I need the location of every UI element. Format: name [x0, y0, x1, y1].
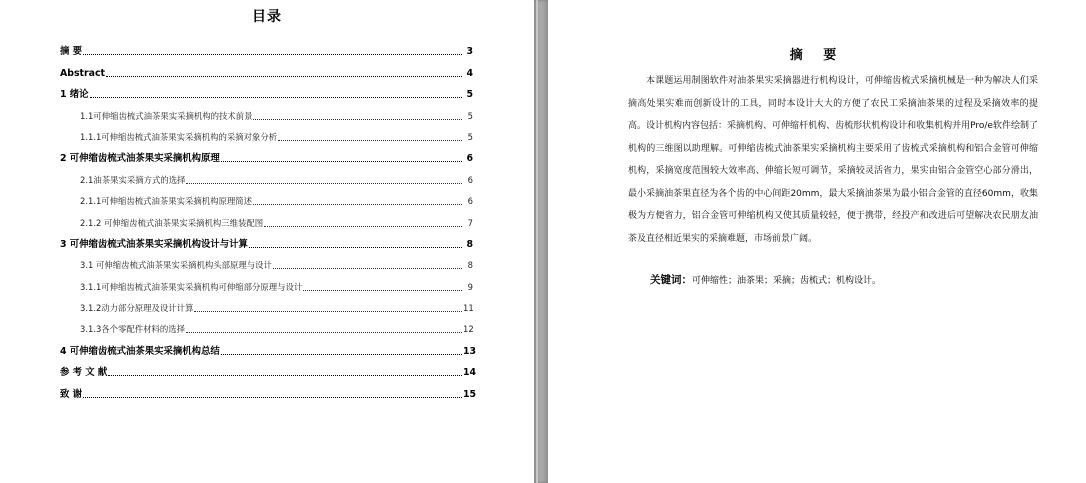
toc-entry[interactable] [60, 357, 477, 379]
toc-leader-dots [186, 331, 462, 333]
toc-entry-page: 5 [466, 89, 473, 101]
toc-leader-dots [253, 203, 462, 205]
toc-entry-page: 14 [463, 367, 477, 379]
toc-entry-page: 8 [466, 238, 473, 250]
toc-entry[interactable] [60, 122, 473, 143]
toc-entry-page: 13 [463, 345, 477, 357]
toc-leader-dots [106, 75, 462, 77]
toc-entry-text: 4 可伸缩齿梳式油茶果实采摘机构总结 [60, 345, 220, 357]
toc-entry-text: 3.1.1可伸缩齿梳式油茶果实采摘机构可伸缩部分原理与设计 [80, 281, 303, 292]
toc-entry-text: 摘 要 [60, 46, 83, 58]
toc-entry-text: 3.1.3各个零配件材料的选择 [80, 324, 186, 335]
toc-entry-text: 2.1油茶果实采摘方式的选择 [80, 174, 186, 185]
toc-entry-page: 8 [467, 260, 473, 271]
abstract-page [548, 0, 1086, 483]
toc-entry-page: 9 [467, 281, 473, 292]
toc-entry-page: 11 [463, 303, 474, 314]
toc-leader-dots [186, 182, 462, 184]
toc-leader-dots [108, 374, 462, 376]
toc-entry-page: 15 [463, 388, 477, 400]
toc-entry[interactable] [60, 79, 473, 100]
toc-entry-page: 6 [467, 174, 473, 185]
toc-leader-dots [264, 225, 462, 227]
toc-entry-text: 2.1.1可伸缩齿梳式油茶果实采摘机构原理简述 [80, 196, 253, 207]
toc-entry[interactable] [60, 271, 473, 292]
toc-leader-dots [221, 353, 462, 355]
toc-entry[interactable] [60, 186, 473, 207]
toc-entry-page: 5 [467, 131, 473, 142]
toc-leader-dots [249, 246, 462, 248]
toc-entry[interactable] [60, 143, 473, 164]
toc-entry[interactable] [60, 335, 477, 357]
toc-entry-text: 致 谢 [60, 388, 83, 400]
toc-leader-dots [83, 53, 462, 55]
toc-entry[interactable] [60, 229, 473, 250]
toc-entry-page: 5 [467, 110, 473, 121]
toc-entry[interactable] [60, 164, 473, 185]
toc-leader-dots [83, 396, 462, 398]
toc-list [60, 36, 477, 400]
toc-leader-dots [278, 139, 462, 141]
toc-entry-text: 3.1 可伸缩齿梳式油茶果实采摘机构头部原理与设计 [80, 260, 272, 271]
toc-entry-text: 3 可伸缩齿梳式油茶果实采摘机构设计与计算 [60, 238, 248, 250]
abstract-title: 摘 要 [789, 48, 845, 63]
toc-entry-text: 1.1可伸缩齿梳式油茶果实采摘机构的技术前景 [80, 110, 253, 121]
toc-entry[interactable] [60, 250, 473, 271]
toc-leader-dots [194, 310, 462, 312]
toc-leader-dots [221, 160, 462, 162]
toc-entry-page: 3 [466, 46, 473, 58]
toc-page [0, 0, 534, 483]
toc-entry[interactable] [60, 36, 473, 57]
abstract-body: 本课题运用制图软件对油茶果实采摘器进行机构设计，可伸缩齿梳式采摘机械是一种为解决人们采摘高处果实难而创新设计的工具，同时本设计大大的方便了农民工采摘油茶果的过程及采摘效率的提高。设计机构内容包括：采摘机构、可伸缩杆机构、齿梳形状机构设计和收集机构并用Pro/e软件绘制了机构的三维图以助理解。可伸缩齿梳式油茶果实采摘机构主要采用了齿梳式采摘机构和铝合金管可伸缩机构，采摘宽度范围较大效率高、伸缩长短可调节，采摘较灵活省力，果实由铝合金管空心部分滑出，最小采摘油茶果直径为各个齿的中心间距20mm，最大采摘油茶果为最小铝合金管的直径60mm，收集极为方便省力，铝合金管可伸缩机构又使其质量较轻，便于携带，经投产和改进后可望解决农民朋友油茶及直径相近果实的采摘难题，市场前景广阔。 [628, 76, 1038, 244]
toc-entry-page: 6 [466, 153, 473, 165]
keywords-text: 可伸缩性；油茶果；采摘；齿梳式；机构设计。 [692, 276, 882, 286]
toc-entry-text: 1 绪论 [60, 89, 89, 101]
toc-leader-dots [90, 96, 462, 98]
toc-entry[interactable] [60, 293, 473, 314]
toc-entry[interactable] [60, 57, 473, 78]
toc-entry-text: 2.1.2 可伸缩齿梳式油茶果实采摘机构三维装配图 [80, 217, 264, 228]
toc-entry-text: 3.1.2动力部分原理及设计计算 [80, 303, 194, 314]
toc-entry-page: 4 [466, 67, 473, 79]
toc-entry[interactable] [60, 314, 473, 335]
toc-entry-text: 参 考 文 献 [60, 367, 108, 379]
toc-title: 目录 [252, 9, 282, 25]
toc-leader-dots [273, 267, 462, 269]
toc-entry-page: 6 [467, 196, 473, 207]
toc-entry-text: 1.1.1可伸缩齿梳式油茶果实采摘机构的采摘对象分析 [80, 131, 278, 142]
toc-entry-text: 2 可伸缩齿梳式油茶果实采摘机构原理 [60, 153, 220, 165]
page-gutter [534, 0, 548, 483]
toc-entry-page: 7 [467, 217, 473, 228]
toc-entry-page: 12 [463, 324, 474, 335]
toc-entry-text: Abstract [60, 67, 106, 79]
toc-leader-dots [253, 118, 462, 120]
toc-entry[interactable] [60, 378, 477, 400]
toc-entry[interactable] [60, 100, 473, 121]
toc-leader-dots [303, 289, 462, 291]
keywords-line [650, 272, 1040, 289]
toc-entry[interactable] [60, 207, 473, 228]
keywords-label: 关键词： [650, 274, 692, 286]
